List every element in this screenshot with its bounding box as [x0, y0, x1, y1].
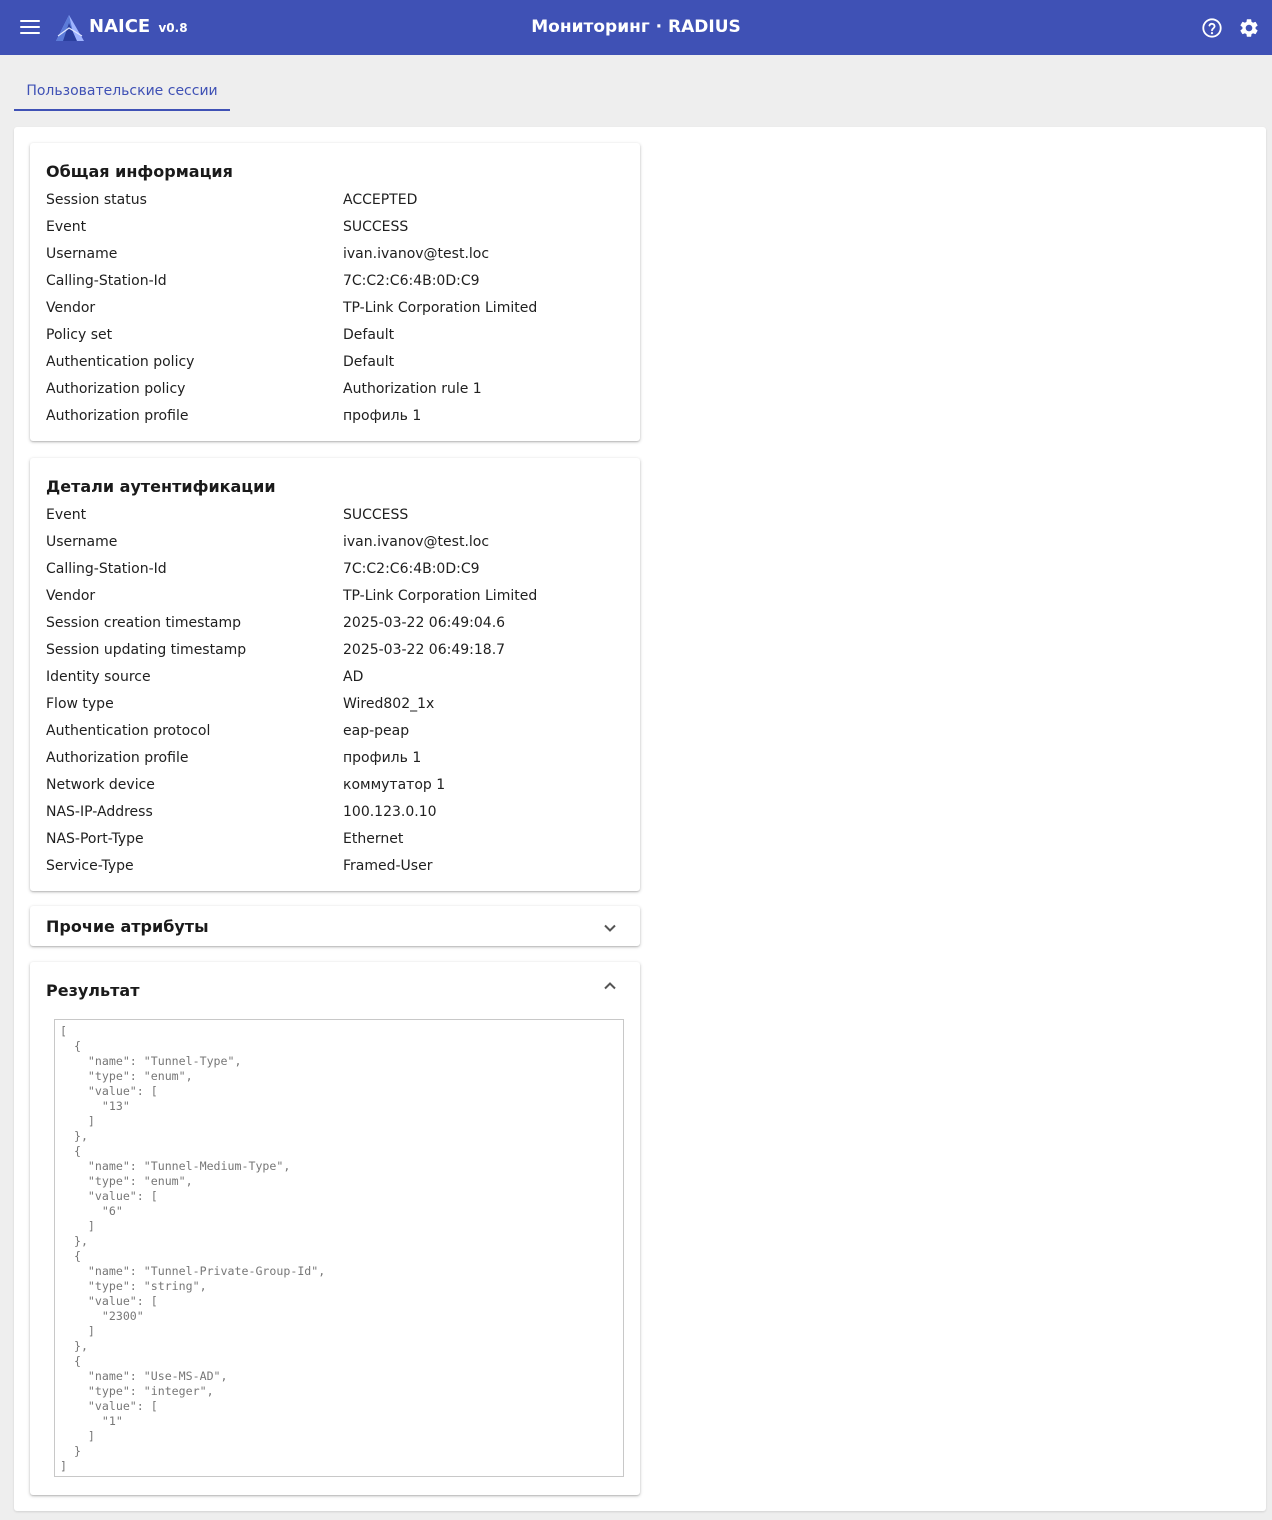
- row-value: TP-Link Corporation Limited: [343, 588, 538, 604]
- info-row: [46, 219, 626, 246]
- info-row: [46, 669, 626, 696]
- row-label: Service-Type: [46, 858, 134, 874]
- top-app-bar: [0, 0, 1272, 55]
- info-row: [46, 777, 626, 804]
- gear-icon[interactable]: [1238, 17, 1260, 39]
- info-row: [46, 804, 626, 831]
- row-label: Calling-Station-Id: [46, 273, 167, 289]
- row-label: Authorization policy: [46, 381, 186, 397]
- app-name-text: NAICE: [89, 16, 151, 37]
- info-row: [46, 327, 626, 354]
- row-value: ivan.ivanov@test.loc: [343, 246, 490, 262]
- row-value: профиль 1: [343, 408, 422, 424]
- row-label: Identity source: [46, 669, 151, 685]
- info-row: [46, 858, 626, 885]
- row-value: SUCCESS: [343, 219, 409, 235]
- info-row: [46, 507, 626, 534]
- app-version: v0.8: [158, 21, 188, 35]
- page-title: Мониторинг · RADIUS: [531, 17, 741, 37]
- info-row: [46, 642, 626, 669]
- info-row: [46, 273, 626, 300]
- row-label: Event: [46, 219, 87, 235]
- info-row: [46, 300, 626, 327]
- chevron-up-icon[interactable]: [603, 981, 617, 991]
- row-label: Username: [46, 534, 118, 550]
- row-value: ACCEPTED: [343, 192, 418, 208]
- row-value: Authorization rule 1: [343, 381, 482, 397]
- info-row: [46, 696, 626, 723]
- tab-user-sessions[interactable]: Пользовательские сессии: [14, 76, 230, 111]
- row-value: Framed-User: [343, 858, 433, 874]
- info-row: [46, 192, 626, 219]
- info-row: [46, 831, 626, 858]
- auth-details-card: [30, 458, 640, 891]
- info-row: [46, 408, 626, 435]
- row-value: SUCCESS: [343, 507, 409, 523]
- row-label: Session status: [46, 192, 147, 208]
- row-value: TP-Link Corporation Limited: [343, 300, 538, 316]
- row-value: Wired802_1x: [343, 696, 435, 712]
- result-json-box[interactable]: [54, 1019, 624, 1477]
- info-row: [46, 246, 626, 273]
- row-label: Session creation timestamp: [46, 615, 241, 631]
- content-panel: [14, 127, 1266, 1511]
- row-label: Session updating timestamp: [46, 642, 247, 658]
- other-attributes-panel[interactable]: [30, 906, 640, 946]
- row-label: Username: [46, 246, 118, 262]
- row-value: профиль 1: [343, 750, 422, 766]
- result-json-text: [ { "name": "Tunnel-Type", "type": "enum", "value": [ "13" ] }, { "name": "Tunnel-Medium-Type", "type": "enum", "value": [ "6" ] }, { "name": "Tunnel-Private-Group-Id", "type": "string", "value": [ "2300" ] }, { "name": "Use-MS-AD", "type": "integer", "value": [ "1" ] } ]: [60, 1024, 326, 1473]
- auth-details-title: Детали аутентификации: [46, 477, 276, 496]
- row-value: 2025-03-22 06:49:18.7: [343, 642, 506, 658]
- row-value: Ethernet: [343, 831, 404, 847]
- general-info-card: [30, 143, 640, 441]
- row-label: Authentication protocol: [46, 723, 211, 739]
- chevron-down-icon[interactable]: [603, 923, 617, 933]
- row-label: NAS-IP-Address: [46, 804, 153, 820]
- row-label: Network device: [46, 777, 155, 793]
- other-attributes-title: Прочие атрибуты: [46, 917, 209, 936]
- info-row: [46, 381, 626, 408]
- row-label: Calling-Station-Id: [46, 561, 167, 577]
- row-value: 7C:C2:C6:4B:0D:C9: [343, 273, 480, 289]
- row-value: ivan.ivanov@test.loc: [343, 534, 490, 550]
- row-label: Policy set: [46, 327, 113, 343]
- row-label: NAS-Port-Type: [46, 831, 144, 847]
- row-label: Authorization profile: [46, 750, 189, 766]
- help-icon[interactable]: [1201, 17, 1223, 39]
- info-row: [46, 750, 626, 777]
- info-row: [46, 354, 626, 381]
- row-value: Default: [343, 327, 395, 343]
- info-row: [46, 615, 626, 642]
- row-label: Vendor: [46, 588, 96, 604]
- row-label: Vendor: [46, 300, 96, 316]
- row-label: Authorization profile: [46, 408, 189, 424]
- info-row: [46, 723, 626, 750]
- info-row: [46, 561, 626, 588]
- row-value: коммутатор 1: [343, 777, 446, 793]
- info-row: [46, 588, 626, 615]
- row-label: Event: [46, 507, 87, 523]
- row-value: 7C:C2:C6:4B:0D:C9: [343, 561, 480, 577]
- row-value: Default: [343, 354, 395, 370]
- info-row: [46, 534, 626, 561]
- row-value: 2025-03-22 06:49:04.6: [343, 615, 506, 631]
- row-value: AD: [343, 669, 364, 685]
- result-title: Результат: [46, 981, 140, 1000]
- row-label: Authentication policy: [46, 354, 195, 370]
- row-value: eap-peap: [343, 723, 410, 739]
- row-value: 100.123.0.10: [343, 804, 437, 820]
- result-panel: [30, 962, 640, 1495]
- general-info-title: Общая информация: [46, 162, 233, 181]
- row-label: Flow type: [46, 696, 114, 712]
